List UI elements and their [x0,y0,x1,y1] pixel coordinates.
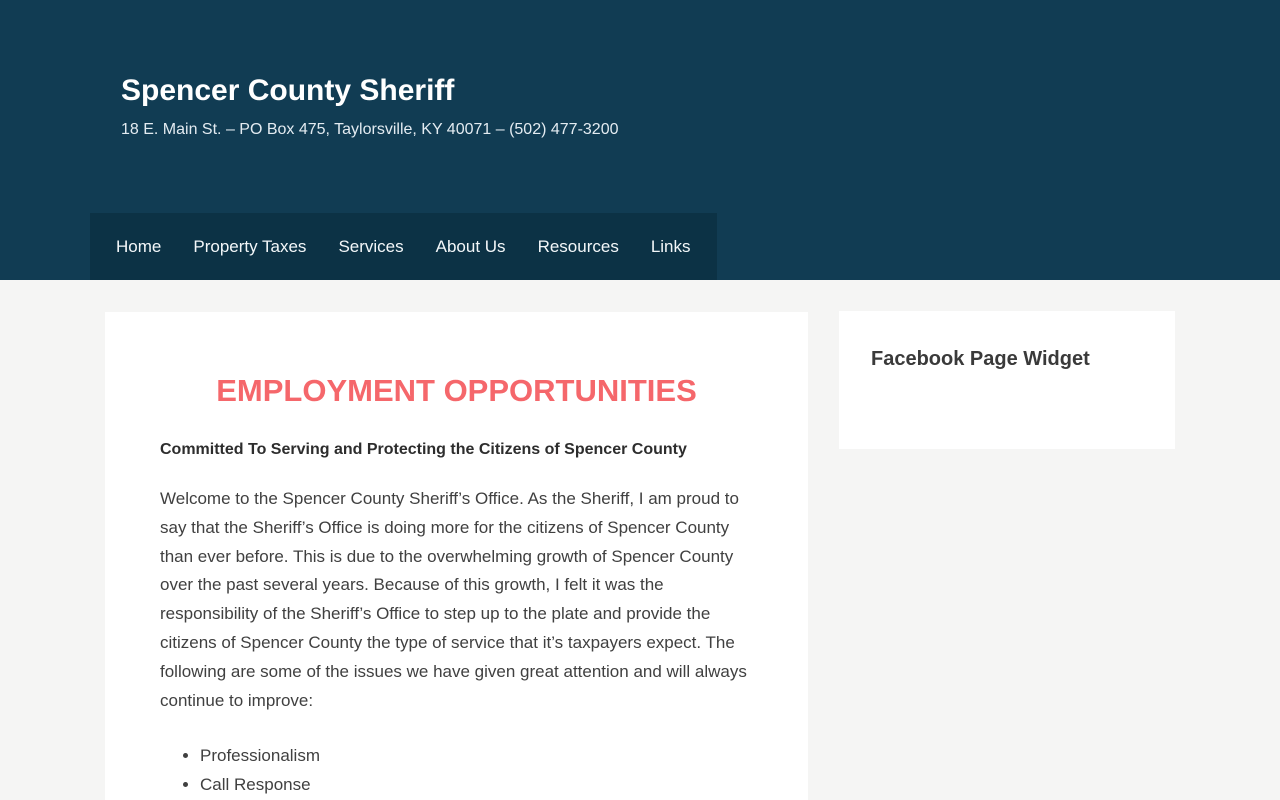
nav-list [100,237,707,257]
site-title-link[interactable]: Spencer County Sheriff [121,74,455,107]
intro-subheading: Committed To Serving and Protecting the Citizens of Spencer County [160,440,687,458]
nav-item-resources[interactable]: Resources [537,236,619,256]
nav-item-property-taxes[interactable]: Property Taxes [193,236,307,256]
site-description: 18 E. Main St. – PO Box 475, Taylorsville, KY 40071 – (502) 477-3200 [121,121,619,138]
site-header [0,0,1280,280]
facebook-widget-title: Facebook Page Widget [871,348,1090,370]
employment-article [105,312,808,800]
nav-item-about-us[interactable]: About Us [435,236,506,256]
nav-item-services[interactable]: Services [338,236,404,256]
list-item-professionalism: • Professionalism [200,742,753,771]
main-nav [90,213,717,280]
sidebar [839,311,1175,449]
page-title: EMPLOYMENT OPPORTUNITIES [216,373,697,408]
nav-item-links[interactable]: Links [650,236,691,256]
intro-paragraph: Welcome to the Spencer County Sheriff’s Office. As the Sheriff, I am proud to say that the Sheriff’s Office is doing more for the citizens of Spencer County than ever before. This is due to the overwhelming growth of Spencer County over the past several years. Because of this growth, I felt it was the responsibility of the Sheriff’s Office to step up to the plate and provide the citizens of Spencer County the type of service that it’s taxpayers expect. The following are some of the issues we have given great attention and will always continue to improve: [160,488,747,710]
nav-item-home[interactable]: Home [116,236,162,256]
list-item-call-response: • Call Response [200,771,753,800]
improvement-list [160,742,753,800]
